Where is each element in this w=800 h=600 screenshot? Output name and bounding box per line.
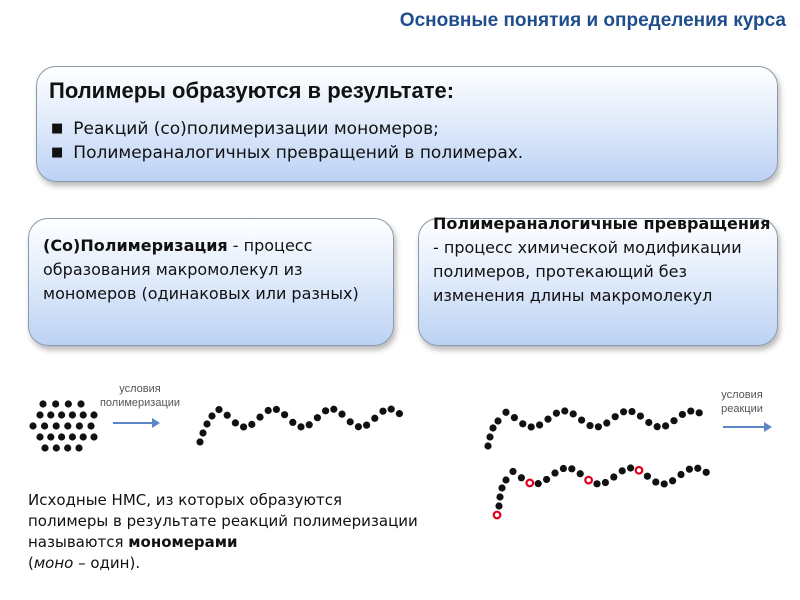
monomer-unit-icon [498,484,505,491]
monomer-unit-icon [496,493,503,500]
monomer-unit-icon [679,411,686,418]
monomer-unit-icon [662,422,669,429]
monomer-unit-icon [577,470,584,477]
monomer-unit-icon [536,421,543,428]
polymerization-description: - процесс образования макромолекул из мономеров (одинаковых или разных) [43,236,359,303]
monomer-unit-icon [486,433,493,440]
main-heading: Полимеры образуются в результате: [49,78,455,103]
monomer-unit-icon [489,424,496,431]
modified-unit-icon [494,512,501,519]
monomer-unit-icon [519,420,526,427]
monomer-unit-icon [484,442,491,449]
monomer-note: Исходные НМС, из которых образуются полимеры в результате реакций полимеризации называются мономерами (моно – один). [28,491,418,572]
mono-word: моно [33,554,74,572]
bullet-icon: ■ [51,121,64,136]
monomer-unit-icon [593,480,600,487]
monomer-unit-icon [273,406,280,413]
monomer-unit-icon [568,465,575,472]
monomer-unit-icon [36,433,43,440]
monomer-unit-icon [396,410,403,417]
monomer-unit-icon [669,477,676,484]
monomer-unit-icon [560,465,567,472]
bullet-item: ■ Полимераналогичных превращений в полимерах. [51,143,524,163]
monomer-unit-icon [379,408,386,415]
monomer-unit-icon [256,414,263,421]
modified-unit-icon [585,477,592,484]
polymer-analogous-term: Полимераналогичные превращения [433,214,771,233]
monomer-unit-icon [69,433,76,440]
monomer-unit-icon [240,423,247,430]
monomer-unit-icon [306,421,313,428]
monomer-unit-icon [535,480,542,487]
monomer-unit-icon [41,422,48,429]
monomer-unit-icon [619,467,626,474]
monomer-unit-icon [297,423,304,430]
monomer-unit-icon [199,429,206,436]
monomer-unit-icon [543,476,550,483]
monomer-unit-icon [551,469,558,476]
monomer-unit-icon [528,423,535,430]
monomer-unit-icon [703,469,710,476]
monomer-unit-icon [196,438,203,445]
monomer-unit-icon [654,423,661,430]
monomer-unit-icon [687,407,694,414]
monomer-term: мономерами [128,533,238,551]
monomer-unit-icon [289,419,296,426]
monomer-unit-icon [52,400,59,407]
monomer-unit-icon [694,465,701,472]
monomer-unit-icon [578,417,585,424]
polymer-chain-before-reaction [484,407,702,449]
monomer-unit-icon [670,417,677,424]
monomer-unit-icon [561,407,568,414]
monomer-unit-icon [610,473,617,480]
bullet-item: ■ Реакций (со)полимеризации мономеров; [51,119,439,139]
monomer-unit-icon [338,411,345,418]
monomer-unit-icon [355,423,362,430]
monomer-unit-icon [248,421,255,428]
monomer-unit-icon [215,406,222,413]
monomer-unit-icon [696,409,703,416]
monomer-unit-icon [628,408,635,415]
monomer-unit-icon [544,416,551,423]
monomer-unit-icon [65,400,72,407]
monomer-unit-icon [495,502,502,509]
monomer-unit-icon [80,433,87,440]
monomer-unit-icon [76,422,83,429]
monomer-unit-icon [645,419,652,426]
monomer-unit-icon [77,400,84,407]
monomer-unit-icon [661,480,668,487]
monomer-unit-icon [612,413,619,420]
monomer-unit-icon [265,407,272,414]
monomer-unit-icon [75,444,82,451]
monomer-unit-icon [509,468,516,475]
monomer-unit-icon [87,422,94,429]
monomer-unit-icon [281,411,288,418]
monomer-unit-icon [371,415,378,422]
monomer-unit-icon [64,422,71,429]
monomer-unit-icon [53,422,60,429]
polymerization-term: (Со)Полимеризация [43,236,228,255]
monomer-unit-icon [208,412,215,419]
monomer-unit-icon [570,410,577,417]
monomer-unit-icon [518,474,525,481]
monomer-unit-icon [36,411,43,418]
monomer-unit-icon [686,466,693,473]
polymer-chain-after-reaction [494,464,710,518]
monomer-unit-icon [388,406,395,413]
monomer-unit-icon [511,414,518,421]
monomer-unit-icon [677,471,684,478]
monomer-unit-icon [47,433,54,440]
monomer-unit-icon [502,476,509,483]
monomer-unit-icon [53,444,60,451]
monomer-unit-icon [203,420,210,427]
monomer-unit-icon [90,411,97,418]
bullet-icon: ■ [51,145,64,160]
reaction-conditions-label: условия реакции [721,389,763,415]
monomer-unit-icon [64,444,71,451]
monomer-unit-icon [232,419,239,426]
monomer-unit-icon [41,444,48,451]
monomer-unit-icon [347,418,354,425]
monomer-unit-icon [637,412,644,419]
modified-unit-icon [527,480,534,487]
modified-unit-icon [636,467,643,474]
monomer-unit-icon [595,423,602,430]
monomer-unit-icon [627,464,634,471]
polymer-analogous-description: - процесс химической модификации полимеров, протекающий без изменения длины макромолекул [433,238,742,305]
monomer-unit-icon [322,407,329,414]
monomer-unit-icon [80,411,87,418]
monomer-unit-icon [224,412,231,419]
monomer-note-text: Исходные НМС, из которых образуются полимеры в результате реакций полимеризации называются [28,491,418,551]
monomer-unit-icon [29,422,36,429]
monomer-unit-icon [90,433,97,440]
monomer-unit-icon [644,473,651,480]
monomer-unit-icon [553,410,560,417]
monomer-unit-icon [603,419,610,426]
monomer-unit-icon [652,478,659,485]
monomer-unit-icon [69,411,76,418]
monomer-unit-icon [586,422,593,429]
monomer-unit-icon [494,417,501,424]
monomer-unit-icon [502,409,509,416]
polymerization-conditions-label: условия полимеризации [99,383,181,409]
monomer-unit-icon [47,411,54,418]
polymer-chain [196,406,403,446]
monomer-unit-icon [330,406,337,413]
monomer-unit-icon [602,479,609,486]
monomer-cluster [29,400,97,451]
monomer-unit-icon [58,433,65,440]
monomer-unit-icon [58,411,65,418]
monomer-unit-icon [363,422,370,429]
monomer-unit-icon [314,414,321,421]
monomer-unit-icon [39,400,46,407]
monomer-unit-icon [620,408,627,415]
slide-title: Основные понятия и определения курса [399,10,786,31]
